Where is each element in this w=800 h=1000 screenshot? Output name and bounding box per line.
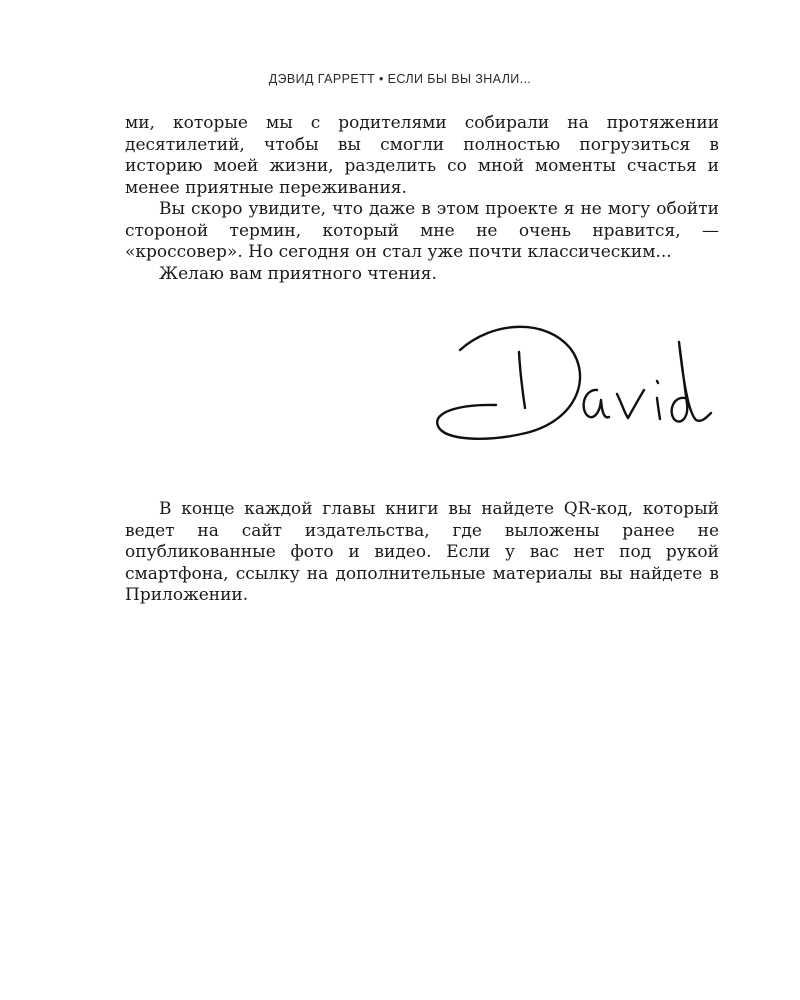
paragraph-qr-info: В конце каждой главы книги вы найдете QR-код, который ведет на сайт издательства, где выложены ранее не опубликованные фото и видео. Если у вас нет под рукой смартфона, ссылку на дополнительные материалы вы найдете в Приложении. — [125, 499, 719, 605]
signature-d-loop — [437, 327, 580, 439]
signature-i-dot — [657, 381, 658, 383]
signature-v — [617, 390, 644, 418]
signature-i — [657, 398, 660, 419]
body-text-top — [125, 113, 719, 285]
author-signature — [430, 318, 722, 450]
running-header: ДЭВИД ГАРРЕТТ • ЕСЛИ БЫ ВЫ ЗНАЛИ... — [268, 72, 532, 86]
paragraph-wish: Желаю вам приятного чтения. — [159, 263, 437, 284]
paragraph-continuation: ми, которые мы с родителями собирали на протяжении десятилетий, чтобы вы смогли полностью погрузиться в историю моей жизни, разделить со мной моменты счастья и менее приятные переживания. — [125, 113, 719, 198]
body-text-bottom — [125, 499, 719, 607]
signature-d-stem — [519, 352, 525, 408]
signature-d-small — [672, 342, 711, 422]
paragraph-crossover: Вы скоро увидите, что даже в этом проекте я не могу обойти стороной термин, который мне не очень нравится, — «кроссовер». Но сегодня он стал уже почти классическим... — [125, 199, 719, 262]
signature-a — [584, 390, 609, 417]
